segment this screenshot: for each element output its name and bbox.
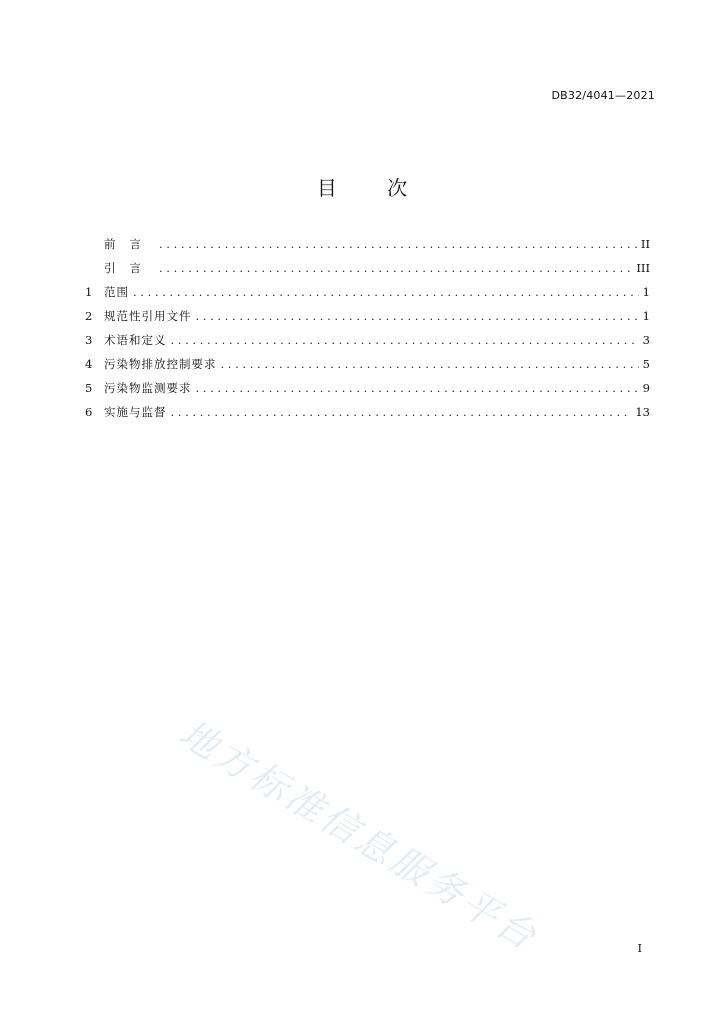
toc-entry-label: 范围	[104, 285, 129, 299]
toc-leader-dots	[159, 256, 632, 280]
toc-leader-dots	[196, 304, 639, 328]
toc-leader-dots	[159, 232, 637, 256]
toc-entry-label: 规范性引用文件	[104, 309, 192, 323]
toc-entry-number: 3	[85, 333, 93, 347]
toc-entry-introduction[interactable]	[85, 256, 650, 280]
toc-entry-number: 4	[85, 357, 93, 371]
toc-entry-page: II	[640, 237, 650, 251]
toc-leader-dots	[133, 280, 639, 304]
page-title: 目 次	[316, 176, 430, 200]
toc-entry-monitoring[interactable]	[85, 376, 650, 400]
toc-entry-foreword[interactable]	[85, 232, 650, 256]
toc-entry-label: 引言	[104, 261, 155, 275]
toc-entry-normative-references[interactable]	[85, 304, 650, 328]
toc-entry-implementation[interactable]	[85, 400, 650, 424]
toc-entry-page: III	[636, 261, 650, 275]
toc-leader-dots	[221, 352, 639, 376]
toc-entry-label: 实施与监督	[104, 405, 167, 419]
toc-entry-page: 1	[642, 309, 650, 323]
toc-entry-page: 13	[635, 405, 650, 419]
toc-leader-dots	[171, 400, 632, 424]
toc-entry-page: 1	[642, 285, 650, 299]
toc-leader-dots	[196, 376, 639, 400]
toc-entry-label: 前言	[104, 237, 155, 251]
toc-entry-page: 5	[642, 357, 650, 371]
table-of-contents	[85, 232, 650, 424]
toc-leader-dots	[171, 328, 639, 352]
toc-entry-label: 污染物排放控制要求	[104, 357, 217, 371]
toc-entry-number: 6	[85, 405, 93, 419]
page-number: I	[637, 942, 642, 955]
toc-entry-label: 污染物监测要求	[104, 381, 192, 395]
toc-entry-emission-control[interactable]	[85, 352, 650, 376]
toc-entry-number: 5	[85, 381, 93, 395]
toc-entry-terms-definitions[interactable]	[85, 328, 650, 352]
toc-entry-page: 9	[642, 381, 650, 395]
toc-entry-number: 1	[85, 285, 93, 299]
watermark: 地方标准信息服务平台	[172, 711, 546, 960]
toc-entry-page: 3	[642, 333, 650, 347]
toc-entry-number: 2	[85, 309, 93, 323]
toc-entry-scope[interactable]	[85, 280, 650, 304]
toc-entry-label: 术语和定义	[104, 333, 167, 347]
document-code: DB32/4041—2021	[551, 89, 655, 102]
